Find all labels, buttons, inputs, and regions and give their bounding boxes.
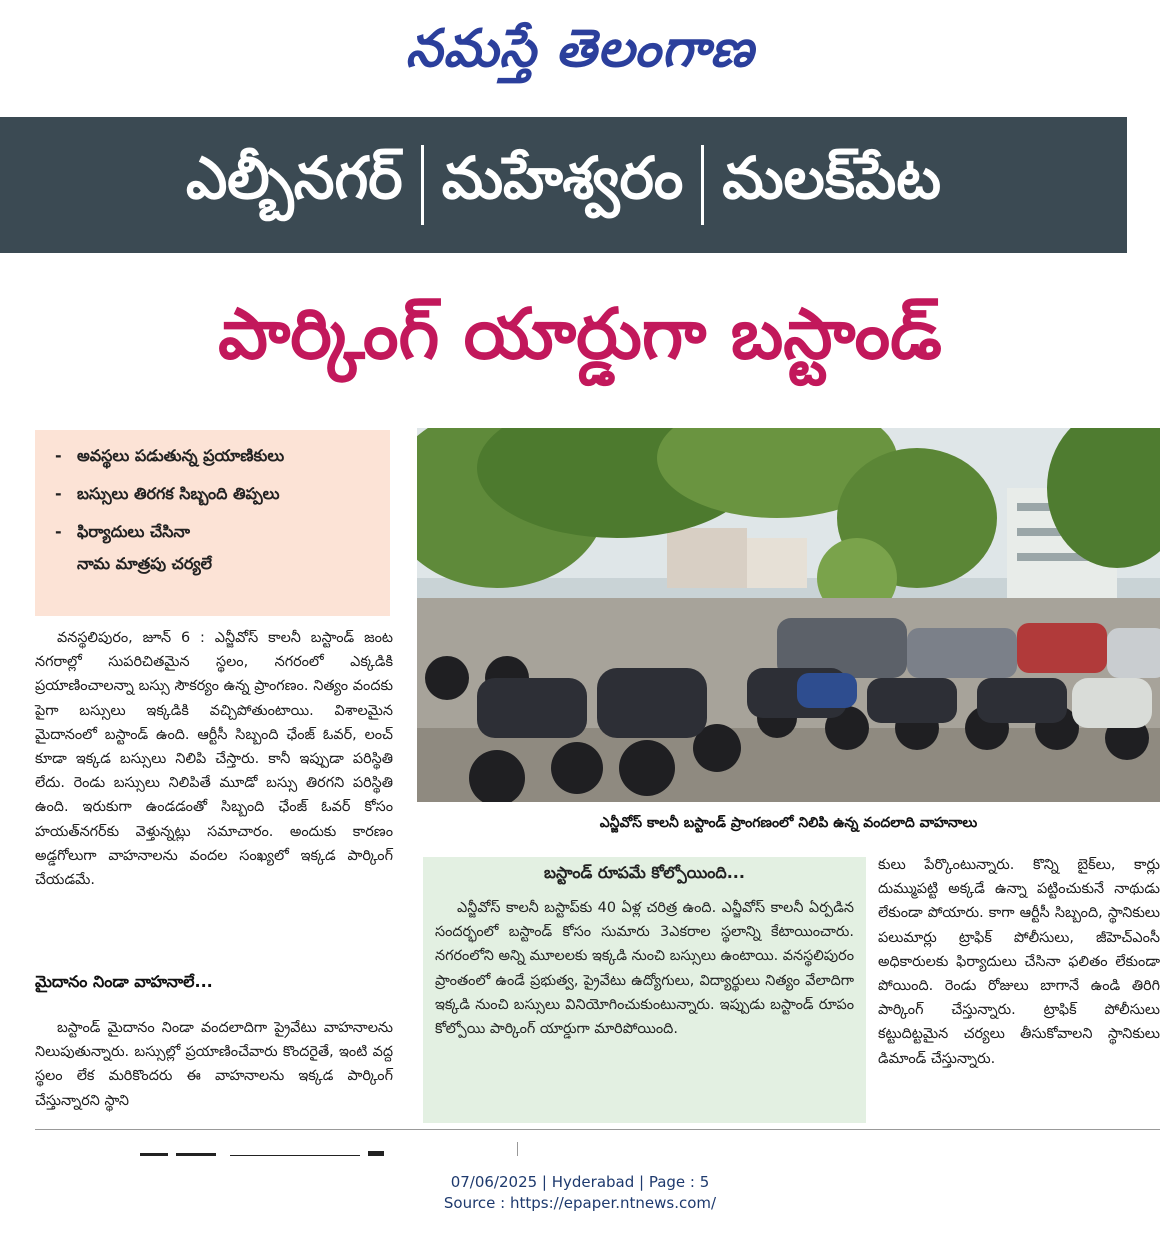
footer	[0, 1172, 1160, 1214]
article-paragraph: బస్టాండ్ మైదానం నిండా వందలాదిగా ప్రైవేటు వాహనాలను నిలుపుతున్నారు. బస్సుల్లో ప్రయాణించేవారు కొందరైతే, ఇంటి వద్ద స్థలం లేక మరికొందరు ఈ వాహనాలను ఇక్కడ పార్కింగ్ చేస్తున్నారని స్థాని	[35, 1020, 393, 1109]
headline: పార్కింగ్ యార్డుగా బస్టాండ్	[218, 292, 942, 375]
vertical-rule	[517, 1142, 518, 1156]
section-name-maheshwaram: మహేశ్వరం	[441, 143, 684, 212]
bullet-dash: -	[55, 446, 62, 465]
newspaper-title: నమస్తే తెలంగాణ	[405, 18, 755, 79]
highlight-continuation: నామ మాత్రపు చర్యలే	[77, 554, 212, 573]
bullet-dash: -	[55, 484, 62, 503]
section-bar	[0, 117, 1127, 253]
article-column-1	[35, 626, 393, 892]
sidebar-story-box	[423, 857, 866, 1123]
highlight-item	[55, 484, 376, 504]
highlight-text: బస్సులు తిరగక సిబ్బంది తిప్పలు	[77, 484, 280, 503]
section-separator	[701, 145, 704, 225]
footer-date-page: 07/06/2025 | Hyderabad | Page : 5	[450, 1173, 710, 1191]
sidebar-story-title: బస్టాండ్ రూపమే కోల్పోయింది...	[544, 863, 745, 882]
horizontal-rule	[35, 1129, 1160, 1130]
photo-caption: ఎన్జీవోస్ కాలనీ బస్టాండ్ ప్రాంగణంలో నిలిపి ఉన్న వందలాది వాహనాలు	[599, 815, 978, 831]
article-subheading: మైదానం నిండా వాహనాలే...	[35, 972, 213, 991]
cropped-text-fragment	[140, 1151, 390, 1156]
section-name-lb-nagar: ఎల్బీనగర్	[185, 143, 403, 212]
article-column-3	[878, 853, 1160, 1071]
article-paragraph: ఎన్జీవోస్ కాలనీ బస్టాప్‌కు 40 ఏళ్ల చరిత్ర ఉంది. ఎన్జీవోస్ కాలనీ ఏర్పడిన సందర్భంలో బస్టాండ్ కోసం సుమారు 3ఎకరాల స్థలాన్ని కేటాయించారు. నగరంలోని అన్ని మూలలకు ఇక్కడి నుంచి బస్సులు ఉంటాయి. వనస్థలిపురం ప్రాంతంలో ఉండే ప్రభుత్వ, ప్రైవేటు ఉద్యోగులు, విద్యార్థులు నిత్యం వేలాదిగా ఇక్కడి నుంచి బస్సులు వినియోగించుకుంటున్నారు. ఇప్పుడు బస్టాండ్ రూపం కోల్పోయి పార్కింగ్ యార్డుగా మారిపోయింది.	[435, 900, 854, 1038]
cropped-next-headline	[140, 1146, 390, 1156]
sidebar-story-body	[435, 896, 854, 1041]
section-separator	[421, 145, 424, 225]
section-name-malakpet: మలక్‌పేట	[722, 143, 942, 212]
highlight-item	[55, 446, 376, 466]
news-photo	[417, 428, 1160, 802]
article-column-1-continued	[35, 1016, 393, 1113]
highlight-text: ఫిర్యాదులు చేసినా	[77, 522, 190, 541]
bullet-dash: -	[55, 522, 62, 541]
parked-vehicles-photo	[417, 428, 1160, 802]
footer-source: Source : https://epaper.ntnews.com/	[443, 1194, 717, 1212]
article-paragraph: కులు పేర్కొంటున్నారు. కొన్ని బైక్‌లు, కార్లు దుమ్ముపట్టి అక్కడే ఉన్నా పట్టించుకునే నాథుడు లేకుండా పోయారు. కాగా ఆర్టీసీ సిబ్బంది, స్థానికులు పలుమార్లు ట్రాఫిక్ పోలీసులు, జీహెచ్‌ఎంసీ అధికారులకు ఫిర్యాదులు చేసినా ఫలితం లేకుండా పోయింది. రెండు రోజులు బాగానే ఉండి తిరిగి పార్కింగ్ చేస్తున్నారు. ట్రాఫిక్ పోలీసులు కట్టుదిట్టమైన చర్యలు తీసుకోవాలని స్థానికులు డిమాండ్ చేస్తున్నారు.	[878, 857, 1160, 1067]
highlight-text: అవస్థలు పడుతున్న ప్రయాణికులు	[77, 446, 285, 465]
masthead	[0, 0, 1160, 110]
article-paragraph: వనస్థలిపురం, జూన్ 6 : ఎన్జీవోస్ కాలనీ బస్టాండ్ జంట నగరాల్లో సుపరిచితమైన స్థలం, నగరంలో ఎక్కడికి ప్రయాణించాలన్నా బస్సు సౌకర్యం ఉన్న ప్రాంగణం. నిత్యం వందకు పైగా బస్సులు ఇక్కడికి వచ్చిపోతుంటాయి. విశాలమైన మైదానంలో బస్టాండ్ ఉంది. ఆర్టీసీ సిబ్బంది ఛేంజ్ ఓవర్, లంచ్ కూడా ఇక్కడ బస్సులు నిలిపి చేస్తారు. కానీ ఇప్పుడా పరిస్థితి లేదు. రెండు బస్సులు నిలిపితే మూడో బస్సు తిరగని పరిస్థితి ఉంది. ఇరుకుగా ఉండడంతో సిబ్బంది ఛేంజ్ ఓవర్ కోసం హయత్‌నగర్‌కు వెళ్తున్నట్లు సమాచారం. అందుకు కారణం అడ్డగోలుగా వాహనాలను వందల సంఖ్యలో ఇక్కడ పార్కింగ్ చేయడమే.	[35, 630, 393, 889]
highlight-item	[55, 522, 376, 542]
highlights-box	[35, 430, 390, 616]
